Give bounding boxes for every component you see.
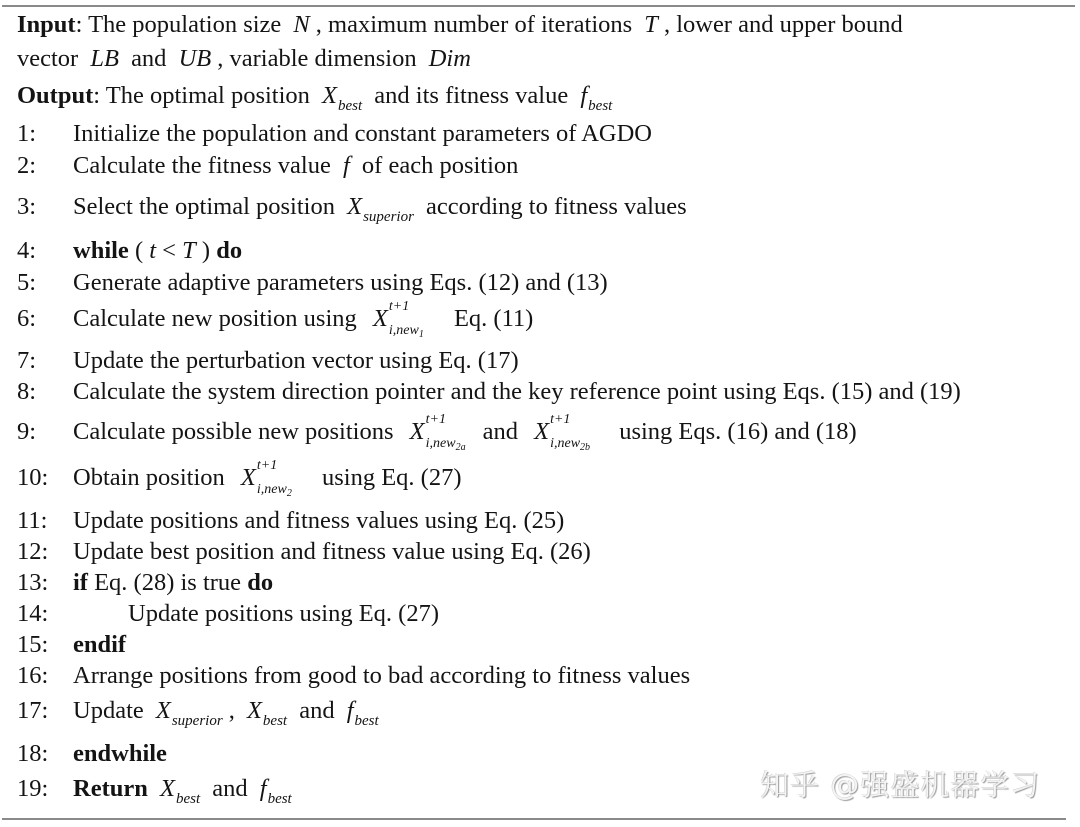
step-13 (17, 569, 273, 597)
output-text-1: : The optimal position (93, 82, 310, 109)
step-19 (17, 775, 298, 813)
step-number: 9: (17, 418, 37, 445)
keyword-endwhile: endwhile (73, 740, 167, 767)
symbol-X-new1: X t+1 i,new$_1$ (372, 299, 424, 340)
step-number: 1: (17, 120, 37, 147)
step-text: Update (73, 697, 144, 724)
input-text-1: : The population size (75, 11, 282, 38)
input-text-4: vector (17, 45, 79, 72)
step-5 (17, 269, 608, 297)
symbol-X-new2: X t+1 i,new$_2$ (240, 458, 292, 499)
step-text: Update positions and fitness values using Eq. (25) (73, 507, 565, 534)
step-14 (17, 600, 439, 628)
input-text-6: , variable dimension (217, 45, 417, 72)
symbol-LB: LB (90, 45, 119, 72)
step-number: 2: (17, 152, 37, 179)
symbol-f: f (342, 152, 350, 179)
symbol-N: N (293, 11, 310, 38)
step-text: according to fitness values (426, 193, 687, 220)
input-text-3: , lower and upper bound (663, 11, 903, 38)
step-text: and (299, 697, 335, 724)
step-text: of each position (361, 152, 519, 179)
step-10 (17, 458, 462, 499)
step-8 (17, 378, 961, 406)
step-text: Generate adaptive parameters using Eqs. (12) and (13) (73, 269, 608, 296)
step-number: 13: (17, 569, 49, 596)
paren-open: ( (134, 237, 144, 264)
symbol-f-best: $f_{best}$ (346, 697, 379, 729)
step-text: Calculate possible new positions (73, 418, 394, 445)
input-line-2 (17, 45, 477, 73)
step-number: 10: (17, 464, 49, 491)
top-rule (2, 5, 1075, 7)
paren-close: ) (201, 237, 211, 264)
step-number: 8: (17, 378, 37, 405)
step-number: 15: (17, 631, 49, 658)
step-number: 3: (17, 193, 37, 220)
step-11 (17, 507, 564, 535)
symbol-X-best: $X_{best}$ (322, 82, 363, 114)
step-6 (17, 299, 534, 340)
watermark: 知乎 @强盛机器学习 (760, 768, 1041, 802)
step-number: 11: (17, 507, 48, 534)
keyword-endif: endif (73, 631, 127, 658)
symbol-X-new2a: X t+1 i,new$_{2a}$ (409, 412, 466, 453)
step-1 (17, 120, 652, 148)
symbol-f-best: $f_{best}$ (580, 82, 613, 114)
comma: , (228, 697, 235, 724)
step-18 (17, 740, 167, 768)
step-text: Update best position and fitness value using Eq. (26) (73, 538, 591, 565)
step-4 (17, 237, 242, 265)
step-number: 17: (17, 697, 49, 724)
symbol-Dim: Dim (428, 45, 471, 72)
step-number: 5: (17, 269, 37, 296)
step-text: Obtain position (73, 464, 225, 491)
step-text: using Eq. (27) (321, 464, 462, 491)
input-line-1 (17, 11, 903, 39)
symbol-f-best: $f_{best}$ (259, 775, 292, 807)
step-number: 14: (17, 600, 49, 627)
keyword-do: do (216, 237, 243, 264)
step-15 (17, 631, 126, 659)
step-9 (17, 412, 857, 453)
symbol-X-best: $X_{best}$ (159, 775, 201, 807)
step-text: Calculate new position using (73, 305, 357, 332)
step-2 (17, 152, 518, 180)
symbol-X-superior: $X_{superior}$ (347, 193, 414, 225)
output-line (17, 82, 618, 120)
step-16 (17, 662, 690, 690)
symbol-T: T (644, 11, 658, 38)
step-number: 19: (17, 775, 49, 802)
step-number: 4: (17, 237, 37, 264)
step-number: 16: (17, 662, 49, 689)
symbol-T: T (182, 237, 196, 264)
output-text-2: and its fitness value (374, 82, 569, 109)
step-text: using Eqs. (16) and (18) (619, 418, 857, 445)
step-number: 7: (17, 347, 37, 374)
step-17 (17, 697, 385, 735)
keyword-return: Return (73, 775, 148, 802)
step-text: Update positions using Eq. (27) (128, 600, 439, 627)
input-text-5: and (131, 45, 167, 72)
symbol-t: t (149, 237, 157, 264)
step-number: 12: (17, 538, 49, 565)
input-label: Input (17, 11, 76, 38)
step-text: and (212, 775, 248, 802)
step-text: Eq. (28) is true (94, 569, 242, 596)
step-12 (17, 538, 591, 566)
step-text: Calculate the system direction pointer and the key reference point using Eqs. (15) and (19) (73, 378, 961, 405)
step-number: 18: (17, 740, 49, 767)
step-3 (17, 193, 687, 231)
bottom-rule (2, 818, 1066, 820)
step-7 (17, 347, 519, 375)
step-text: Initialize the population and constant parameters of AGDO (73, 120, 652, 147)
less-than: < (162, 237, 176, 264)
keyword-while: while (73, 237, 129, 264)
step-number: 6: (17, 305, 37, 332)
symbol-X-new2b: X t+1 i,new$_{2b}$ (534, 412, 591, 453)
input-text-2: , maximum number of iterations (315, 11, 633, 38)
keyword-do: do (247, 569, 274, 596)
keyword-if: if (73, 569, 88, 596)
step-text: and (482, 418, 518, 445)
step-text: Update the perturbation vector using Eq. (17) (73, 347, 519, 374)
step-text: Select the optimal position (73, 193, 335, 220)
step-text: Eq. (11) (453, 305, 534, 332)
symbol-UB: UB (178, 45, 212, 72)
symbol-X-best: $X_{best}$ (246, 697, 288, 729)
step-text: Arrange positions from good to bad according to fitness values (73, 662, 691, 689)
symbol-X-superior: $X_{superior}$ (155, 697, 223, 729)
step-text: Calculate the fitness value (73, 152, 331, 179)
output-label: Output (17, 82, 94, 109)
